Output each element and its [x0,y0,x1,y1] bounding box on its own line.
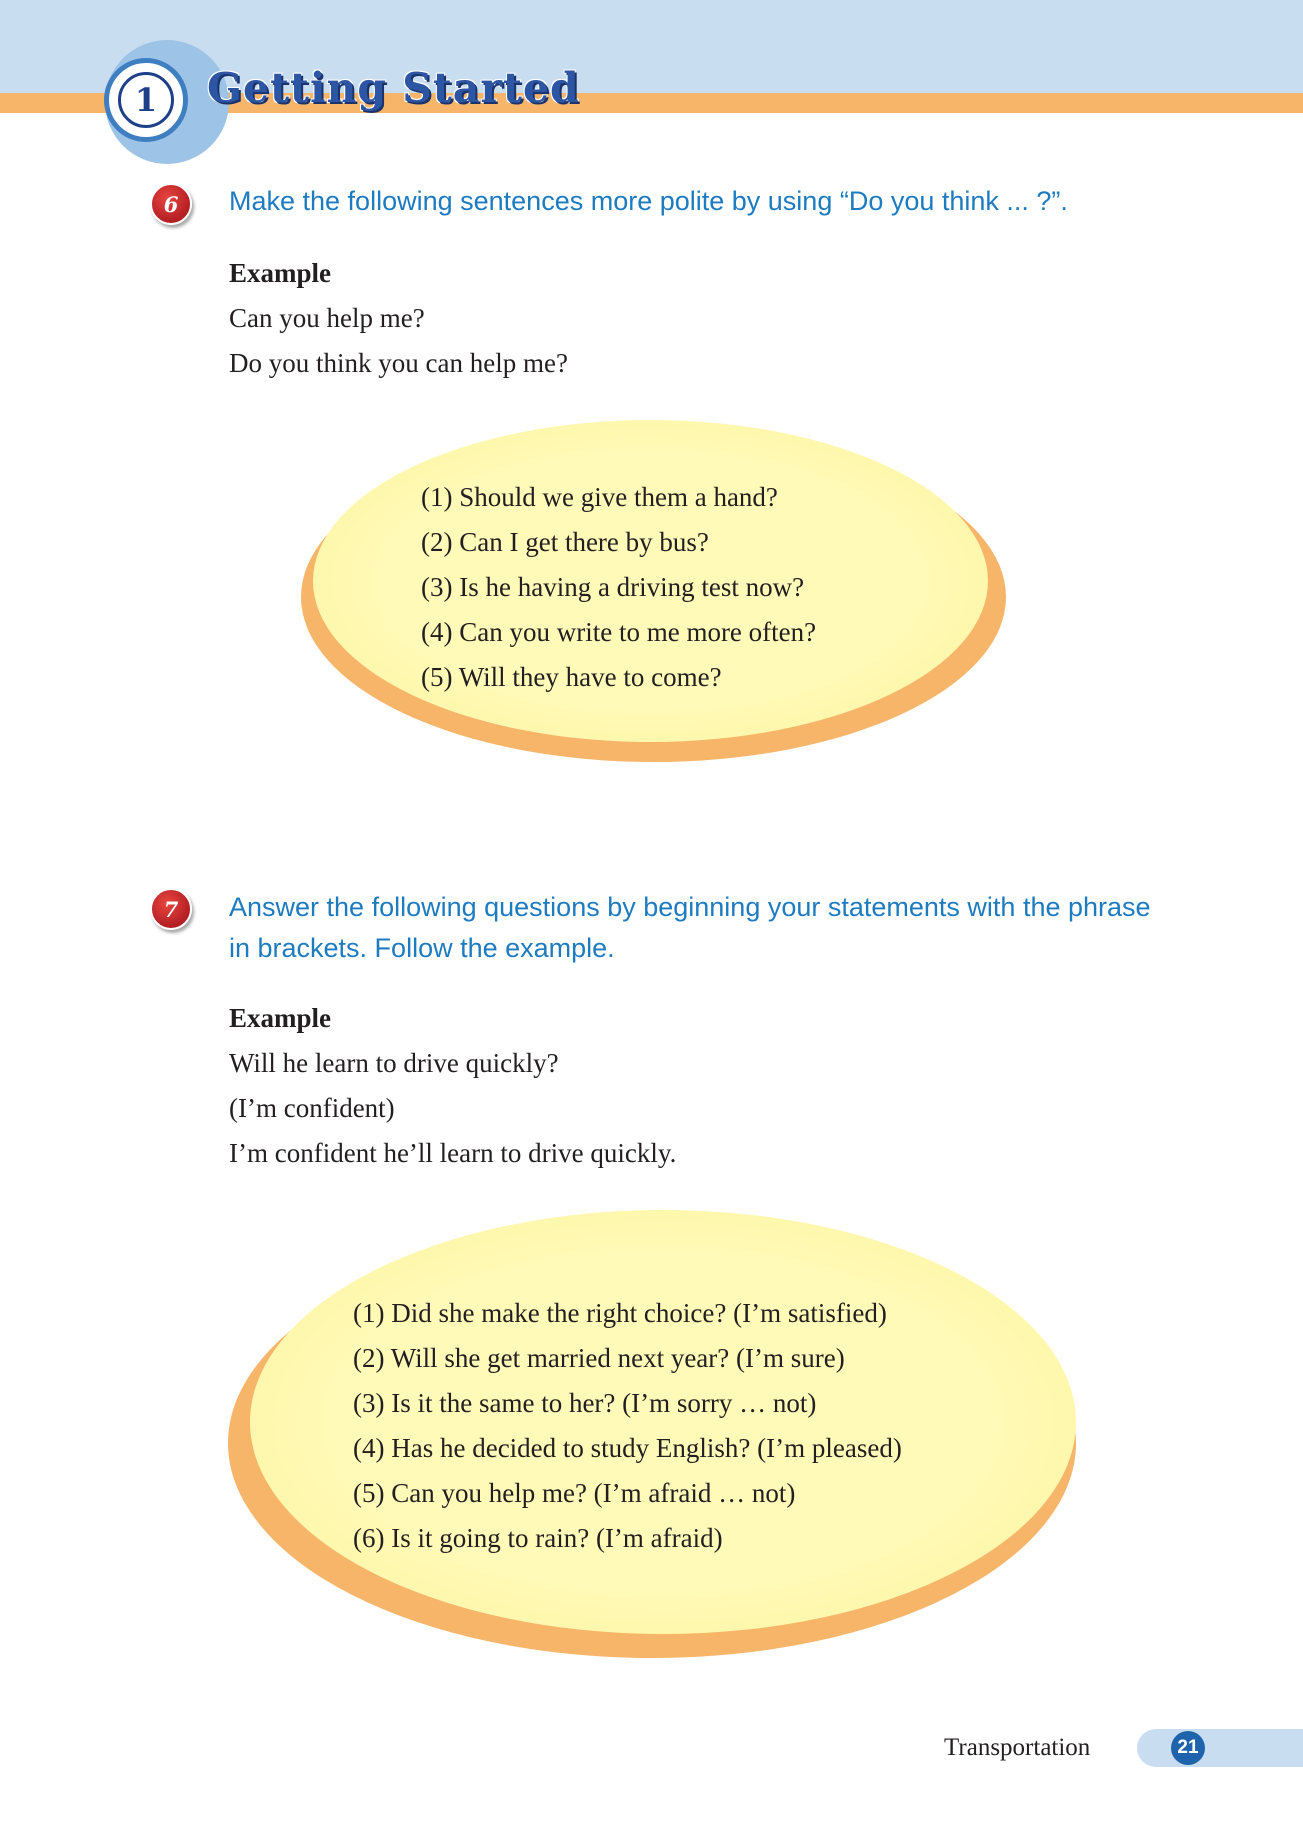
exercise-6-instruction: Make the following sentences more polite by using “Do you think ... ?”. [229,186,1068,216]
example-line: (I’m confident) [229,1093,395,1123]
unit-number-badge [104,58,188,142]
instruction-line: Answer the following questions by beginning your statements with the phrase [229,892,1151,922]
list-item: (6) Is it going to rain? (I’m afraid) [353,1523,723,1553]
unit-title: Getting Started [207,64,580,112]
example-line: Will he learn to drive quickly? [229,1048,559,1078]
exercise-6-example [229,251,568,386]
example-line: Do you think you can help me? [229,348,568,378]
unit-number: 1 [118,72,174,128]
page-number: 21 [1171,1731,1205,1765]
instruction-line: in brackets. Follow the example. [229,933,615,963]
example-heading: Example [229,258,332,288]
list-item: (1) Did she make the right choice? (I’m satisfied) [353,1298,887,1328]
list-item: (2) Can I get there by bus? [421,527,709,557]
list-item: (3) Is it the same to her? (I’m sorry … not) [353,1388,817,1418]
list-item: (4) Can you write to me more often? [421,617,817,647]
list-item: (5) Can you help me? (I’m afraid … not) [353,1478,796,1508]
list-item: (4) Has he decided to study English? (I’m pleased) [353,1433,902,1463]
list-item: (2) Will she get married next year? (I’m sure) [353,1343,845,1373]
exercise-7-badge: 7 [150,888,192,930]
exercise-7-example [229,996,676,1176]
exercise-6-items [421,475,816,700]
list-item: (3) Is he having a driving test now? [421,572,805,602]
exercise-7-instruction [229,887,1151,969]
list-item: (1) Should we give them a hand? [421,482,778,512]
exercise-7-items [353,1291,902,1561]
list-item: (5) Will they have to come? [421,662,722,692]
footer-section-title: Transportation [944,1734,1091,1761]
example-line: I’m confident he’ll learn to drive quickly. [229,1138,677,1168]
footer-pill [1137,1729,1303,1767]
exercise-6-badge: 6 [150,183,192,225]
example-heading: Example [229,1003,332,1033]
example-line: Can you help me? [229,303,425,333]
